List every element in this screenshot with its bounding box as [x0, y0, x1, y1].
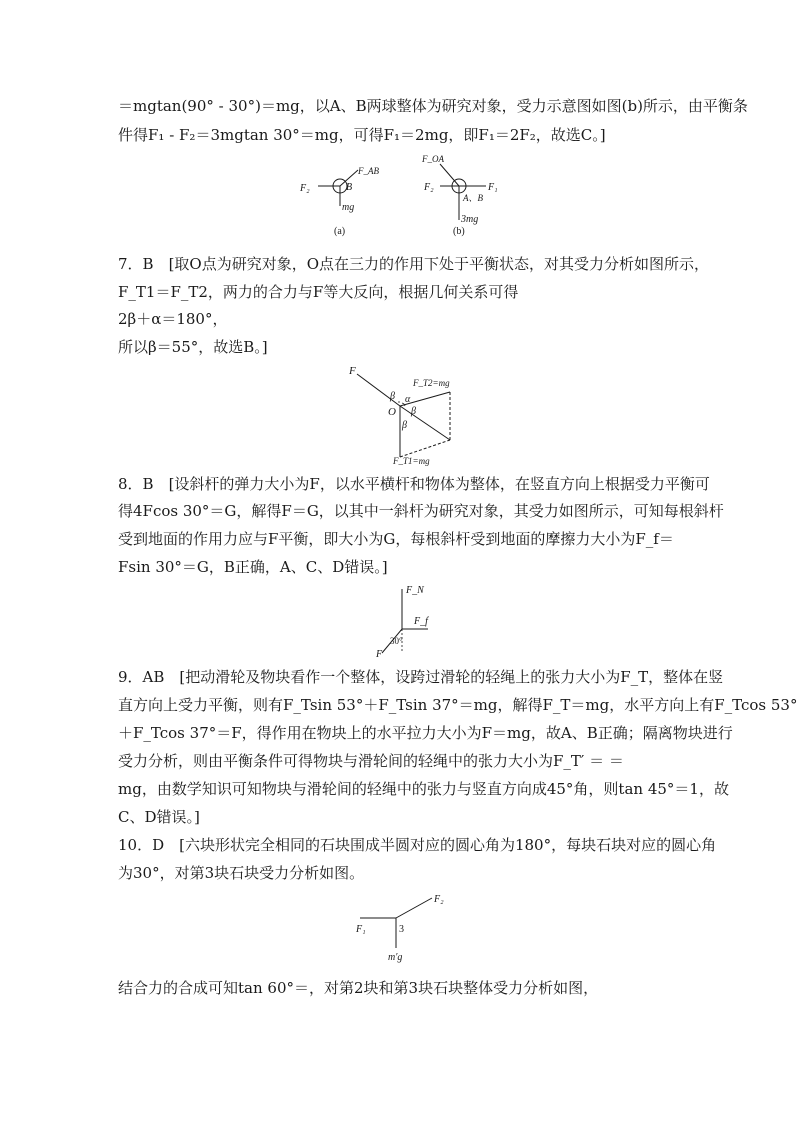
- text-line: 9．AB [把动滑轮及物块看作一个整体，设跨过滑轮的轻绳上的张力大小为F_T，整体在竖: [118, 668, 724, 686]
- label-30deg: 30°: [390, 636, 403, 646]
- force-diagram-7: [345, 362, 460, 467]
- label-f2-10: F₂: [434, 894, 444, 905]
- label-f2: F₂: [300, 183, 310, 194]
- label-block-3: 3: [399, 924, 404, 935]
- text-line: 7．B [取O点为研究对象，O点在三力的作用下处于平衡状态，对其受力分析如图所示，: [118, 255, 710, 273]
- text-line: 得4Fcos 30°＝G，解得F＝G，以其中一斜杆为研究对象，其受力如图所示，可知每根斜杆: [118, 502, 724, 520]
- caption-b: (b): [453, 226, 465, 237]
- label-ft2: F_T2=mg: [413, 378, 450, 388]
- label-ft1: F_T1=mg: [393, 456, 430, 466]
- text-line: 直方向上受力平衡，则有F_Tsin 53°＋F_Tsin 37°＝mg，解得F_T＝mg，水平方向上有F_Tcos 53°: [118, 696, 798, 714]
- label-beta-2: β: [411, 406, 416, 417]
- label-3mg: 3mg: [461, 214, 479, 225]
- text-line: 结合力的合成可知tan 60°＝，对第2块和第3块石块整体受力分析如图，: [118, 979, 599, 997]
- label-f: F: [349, 365, 356, 377]
- text-line: 受力分析，则由平衡条件可得物块与滑轮间的轻绳中的张力大小为F_T′ ＝ ＝: [118, 752, 624, 770]
- force-diagram-10: [352, 890, 462, 965]
- text-line: 10．D [六块形状完全相同的石块围成半圆对应的圆心角为180°，每块石块对应的圆心角: [118, 836, 717, 854]
- text-line: ＝mgtan(90° - 30°)＝mg，以A、B两球整体为研究对象，受力示意图如图(b)所示，由平衡条: [118, 97, 748, 115]
- label-alpha: α: [405, 394, 411, 405]
- force-diagram-6: [290, 150, 550, 245]
- label-fn: F_N: [406, 585, 424, 596]
- text-line: 为30°，对第3块石块受力分析如图。: [118, 864, 365, 882]
- label-mg: mg: [342, 202, 355, 213]
- label-beta-1: β: [390, 391, 395, 402]
- text-line: C、D错误。]: [118, 808, 200, 826]
- label-beta-3: β: [402, 420, 407, 431]
- label-fab: F_AB: [358, 166, 379, 176]
- label-ff: F_f: [414, 616, 428, 627]
- label-foa: F_OA: [422, 154, 444, 164]
- text-line: 8．B [设斜杆的弹力大小为F，以水平横杆和物体为整体，在竖直方向上根据受力平衡可: [118, 475, 710, 493]
- label-o: O: [388, 406, 396, 418]
- caption-a: (a): [334, 226, 346, 237]
- text-line: ＋F_Tcos 37°＝F，得作用在物块上的水平拉力大小为F＝mg，故A、B正确；隔离物块进行: [118, 724, 733, 742]
- label-mg-10: m′g: [388, 952, 403, 963]
- label-f1: F₁: [488, 182, 498, 193]
- text-line: 受到地面的作用力应与F平衡，即大小为G，每根斜杆受到地面的摩擦力大小为F_f＝: [118, 530, 674, 548]
- label-f1-10: F₁: [356, 924, 366, 935]
- text-line: 件得F₁ - F₂＝3mgtan 30°＝mg，可得F₁＝2mg，即F₁＝2F₂，故选C。]: [118, 126, 606, 144]
- label-f8: F: [376, 649, 383, 660]
- label-ab: A、B: [463, 193, 483, 203]
- text-line: 2β＋α＝180°，: [118, 310, 228, 328]
- text-line: mg，由数学知识可知物块与滑轮间的轻绳中的张力与竖直方向成45°角，则tan 45°＝1，故: [118, 780, 729, 798]
- label-b: B: [346, 182, 353, 193]
- text-line: Fsin 30°＝G，B正确，A、C、D错误。]: [118, 558, 388, 576]
- text-line: 所以β＝55°，故选B。]: [118, 338, 268, 356]
- label-f2b: F₂: [424, 182, 434, 193]
- text-line: F_T1＝F_T2，两力的合力与F等大反向，根据几何关系可得: [118, 283, 519, 301]
- force-diagram-8: [372, 581, 442, 661]
